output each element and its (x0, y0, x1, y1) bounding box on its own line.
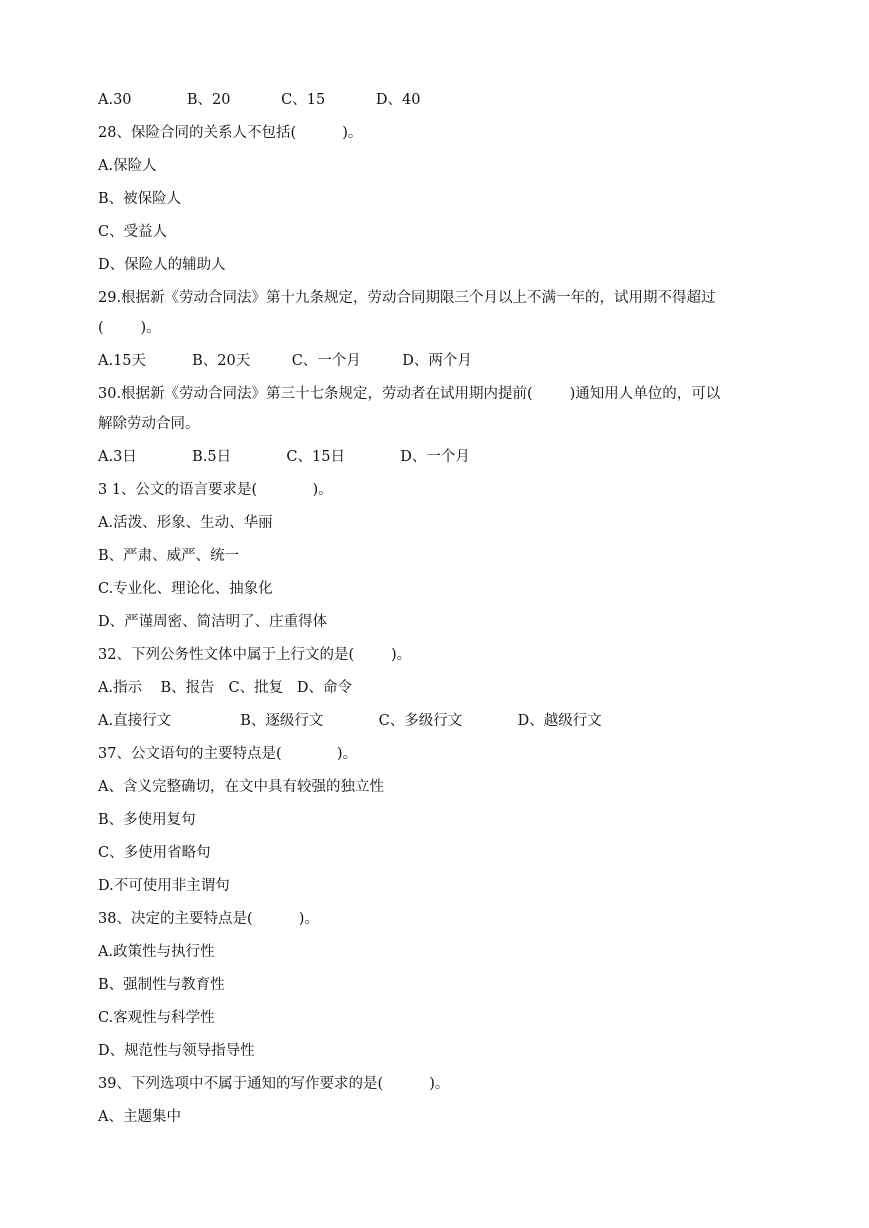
question-30-line-2: 解除劳动合同。 (98, 416, 200, 432)
option-37-d: D.不可使用非主谓句 (98, 878, 230, 894)
answer-options-30: A.3日 B.5日 C、15日 D、一个月 (98, 449, 470, 465)
option-28-d: D、保险人的辅助人 (98, 257, 226, 273)
option-38-b: B、强制性与教育性 (98, 977, 225, 993)
option-37-a: A、含义完整确切，在文中具有较强的独立性 (98, 779, 384, 795)
question-29-line-2: ( )。 (98, 320, 161, 336)
option-31-a: A.活泼、形象、生动、华丽 (98, 515, 273, 531)
option-39-a: A、主题集中 (98, 1109, 181, 1125)
option-31-b: B、严肃、威严、统一 (98, 548, 240, 564)
option-28-b: B、被保险人 (98, 191, 182, 207)
question-38: 38、决定的主要特点是( )。 (98, 911, 319, 927)
question-31: 3 1、公文的语言要求是( )。 (98, 482, 333, 498)
option-28-a: A.保险人 (98, 158, 157, 174)
question-28: 28、保险合同的关系人不包括( )。 (98, 125, 363, 141)
answer-options-extra: A.直接行文 B、逐级行文 C、多级行文 D、越级行文 (98, 713, 602, 729)
option-31-d: D、严谨周密、简洁明了、庄重得体 (98, 614, 328, 630)
option-31-c: C.专业化、理论化、抽象化 (98, 581, 273, 597)
question-39: 39、下列选项中不属于通知的写作要求的是( )。 (98, 1076, 450, 1092)
option-38-a: A.政策性与执行性 (98, 944, 215, 960)
question-30-line-1: 30.根据新《劳动合同法》第三十七条规定，劳动者在试用期内提前( )通知用人单位的，可以 (98, 386, 721, 402)
option-38-c: C.客观性与科学性 (98, 1010, 215, 1026)
answer-options-27: A.30 B、20 C、15 D、40 (98, 92, 421, 108)
answer-options-29: A.15天 B、20天 C、一个月 D、两个月 (98, 353, 472, 369)
option-38-d: D、规范性与领导指导性 (98, 1043, 255, 1059)
option-37-b: B、多使用复句 (98, 812, 196, 828)
question-32: 32、下列公务性文体中属于上行文的是( )。 (98, 647, 412, 663)
question-29-line-1: 29.根据新《劳动合同法》第十九条规定，劳动合同期限三个月以上不满一年的，试用期不得超过 (98, 290, 716, 306)
option-37-c: C、多使用省略句 (98, 845, 211, 861)
question-37: 37、公文语句的主要特点是( )。 (98, 746, 358, 762)
option-28-c: C、受益人 (98, 224, 168, 240)
answer-options-32: A.指示 B、报告 C、批复 D、命令 (98, 680, 353, 696)
